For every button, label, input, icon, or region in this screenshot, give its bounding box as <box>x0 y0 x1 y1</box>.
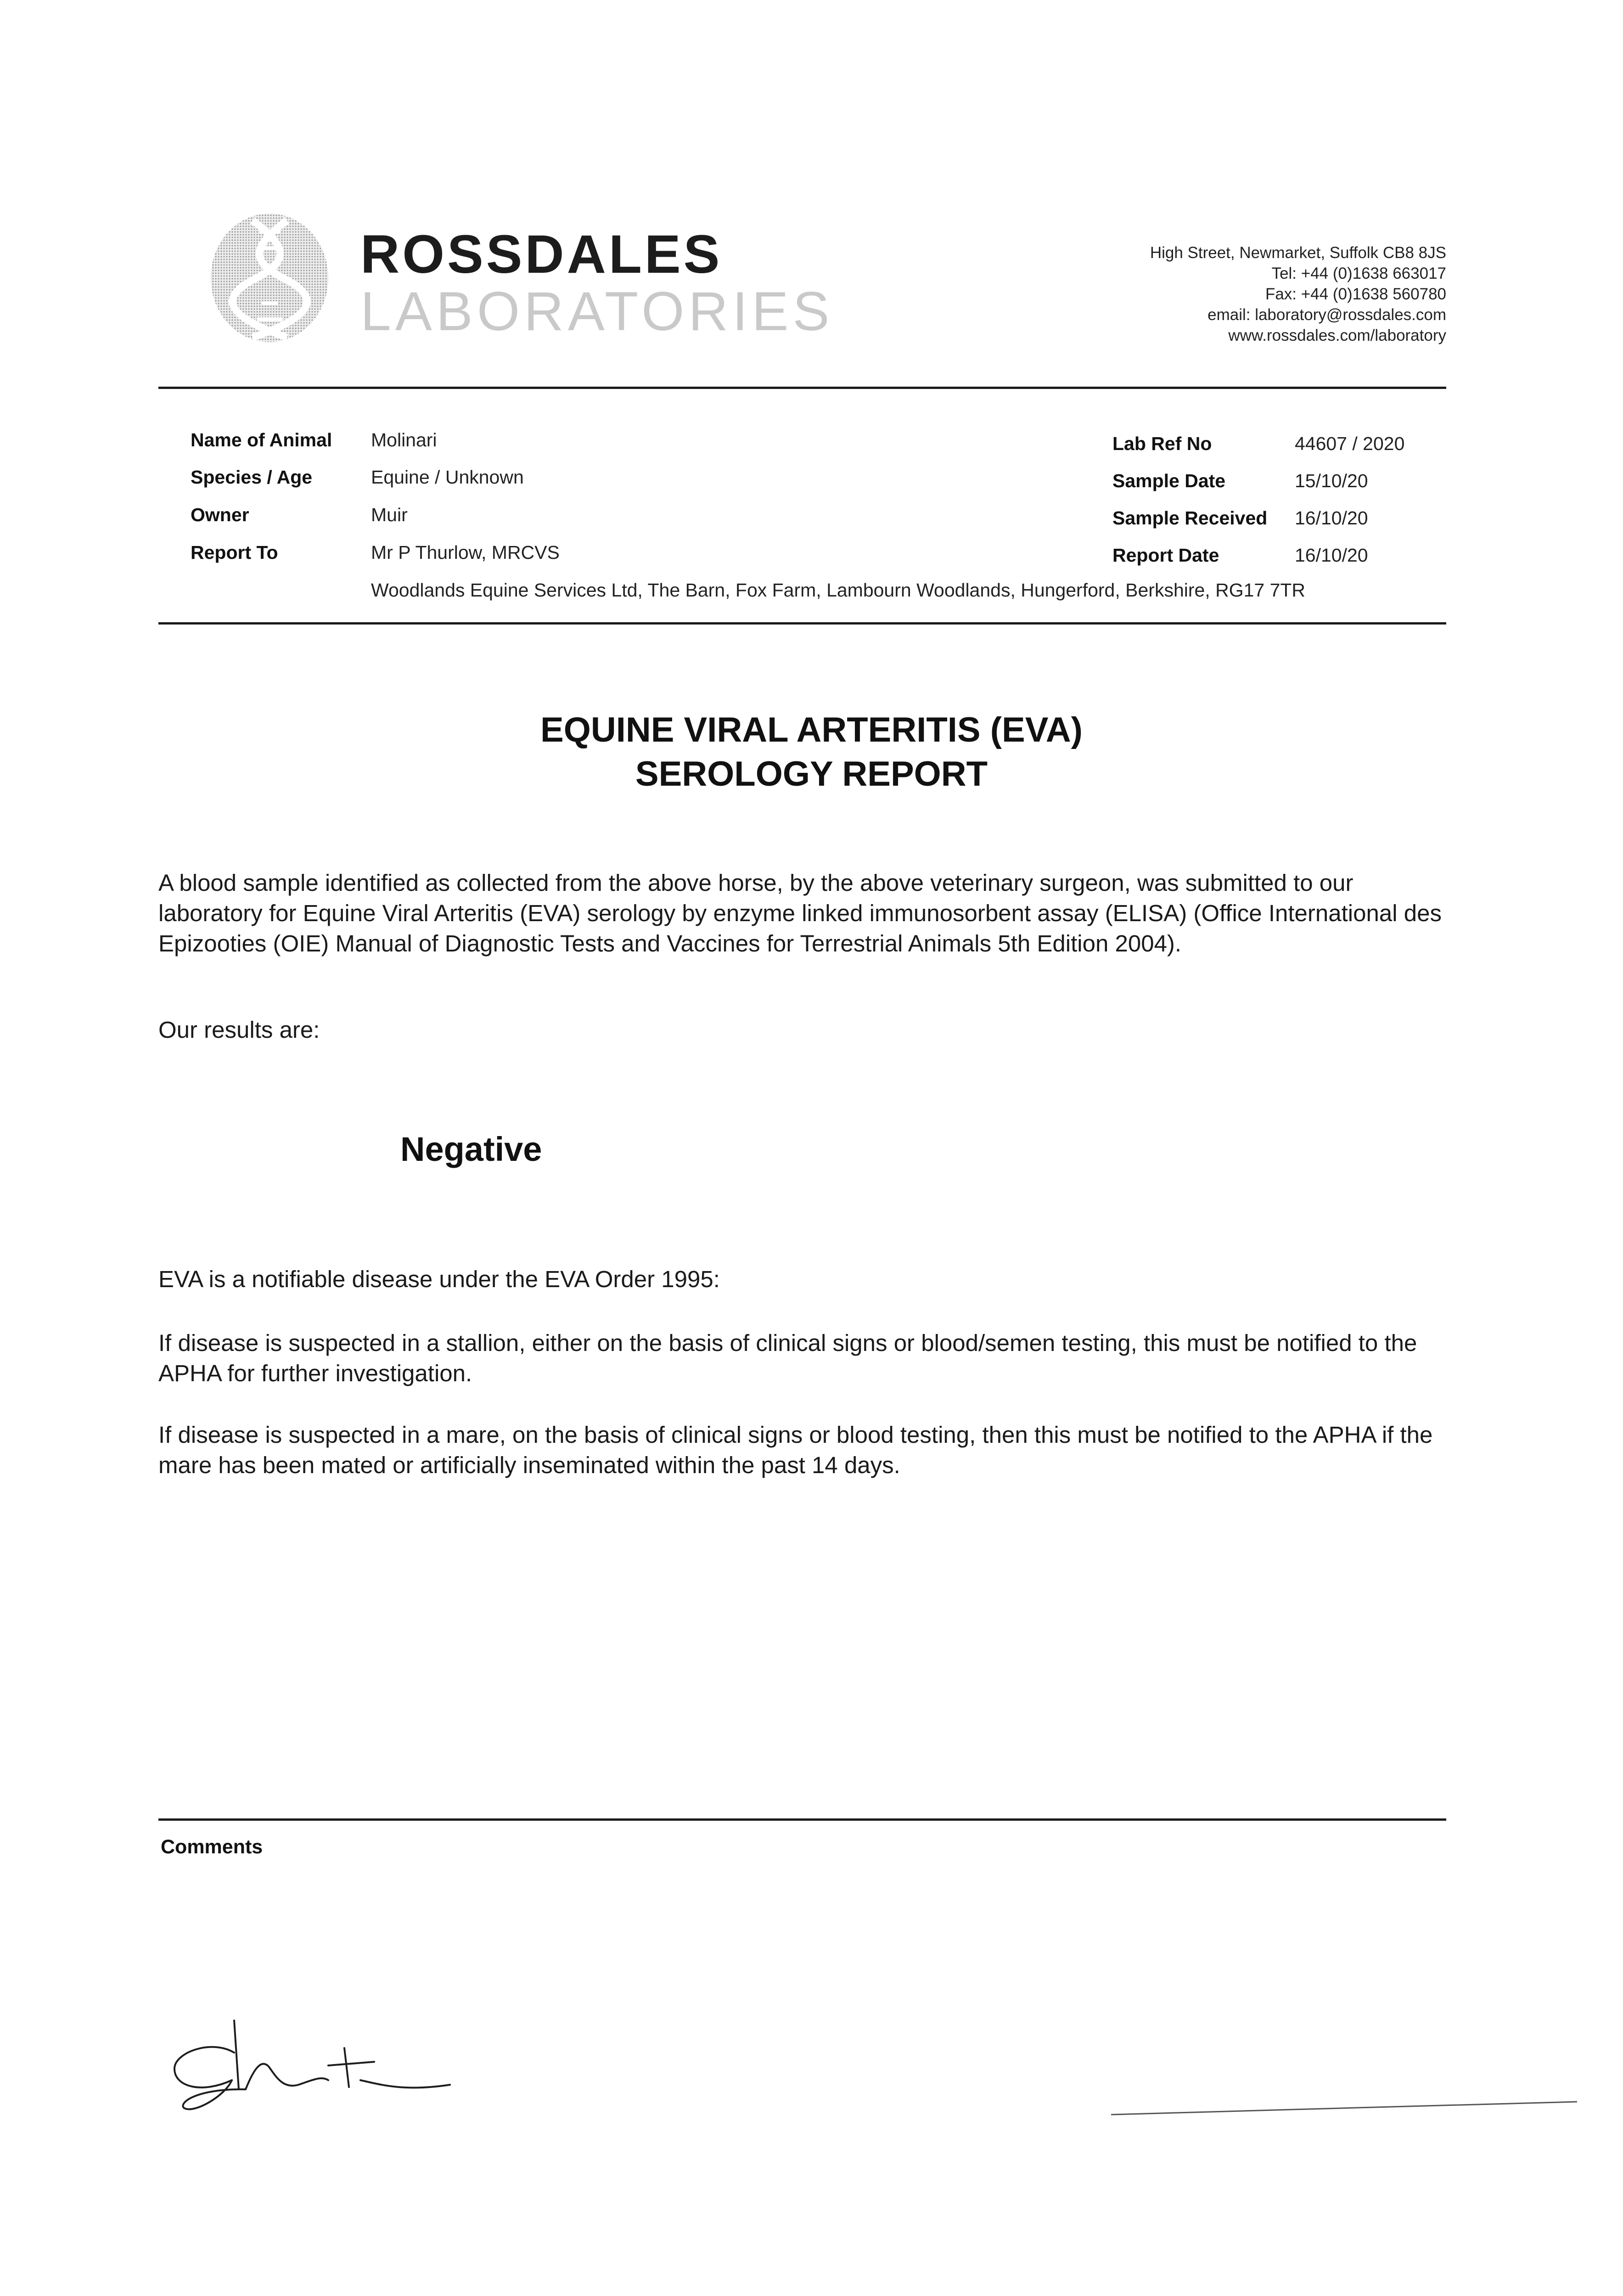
animal-label: Name of Animal <box>191 429 332 450</box>
results-intro: Our results are: <box>158 1017 320 1043</box>
email: email: laboratory@rossdales.com <box>1207 306 1446 324</box>
report-to-address: Woodlands Equine Services Ltd, The Barn, Fox Farm, Lambourn Woodlands, Hungerford, Berkshire, RG17 7TR <box>371 580 1306 601</box>
animal-value: Molinari <box>371 429 437 450</box>
signature-line <box>1111 2096 1579 2119</box>
details-divider <box>158 622 1446 625</box>
mare-note: If disease is suspected in a mare, on the basis of clinical signs or blood testing, then this must be notified to the APHA if the mare has been mated or artificially inseminated within the past 14 days. <box>158 1422 1433 1478</box>
header-divider <box>158 387 1446 389</box>
stallion-note: If disease is suspected in a stallion, either on the basis of clinical signs or blood/semen testing, this must be notified to the APHA for further investigation. <box>158 1330 1417 1386</box>
report-to-label: Report To <box>191 542 278 563</box>
fax: Fax: +44 (0)1638 560780 <box>1265 285 1446 303</box>
address: High Street, Newmarket, Suffolk CB8 8JS <box>1150 244 1446 262</box>
comments-divider <box>158 1818 1446 1821</box>
species-label: Species / Age <box>191 467 313 488</box>
sample-date-label: Sample Date <box>1112 470 1226 491</box>
test-result: Negative <box>400 1130 542 1168</box>
owner-value: Muir <box>371 504 408 525</box>
brand-name: ROSSDALES <box>360 224 723 285</box>
report-subtitle: SEROLOGY REPORT <box>635 754 988 793</box>
species-value: Equine / Unknown <box>371 467 524 488</box>
sample-received-value: 16/10/20 <box>1295 507 1368 529</box>
dna-logo-icon <box>209 211 331 344</box>
sample-received-label: Sample Received <box>1112 507 1268 529</box>
sample-date-value: 15/10/20 <box>1295 470 1368 491</box>
notifiable-statement: EVA is a notifiable disease under the EVA Order 1995: <box>158 1266 720 1292</box>
lab-ref-label: Lab Ref No <box>1112 433 1212 454</box>
intro-paragraph: A blood sample identified as collected from the above horse, by the above veterinary surgeon, was submitted to our laboratory for Equine Viral Arteritis (EVA) serology by enzyme linked immunosorbent assay (ELISA) (Office International des Epizooties (OIE) Manual of Diagnostic Tests and Vaccines for Terrestrial Animals 5th Edition 2004). <box>158 870 1442 957</box>
website: www.rossdales.com/laboratory <box>1228 326 1446 344</box>
contact-block <box>1150 242 1446 346</box>
brand-subtitle: LABORATORIES <box>360 281 834 342</box>
comments-label: Comments <box>161 1836 263 1858</box>
report-date-value: 16/10/20 <box>1295 545 1368 566</box>
report-date-label: Report Date <box>1112 545 1219 566</box>
handwritten-signature <box>165 2011 496 2149</box>
owner-label: Owner <box>191 504 249 525</box>
report-title: EQUINE VIRAL ARTERITIS (EVA) <box>540 710 1083 749</box>
lab-ref-value: 44607 / 2020 <box>1295 433 1405 454</box>
telephone: Tel: +44 (0)1638 663017 <box>1271 264 1446 282</box>
report-to-value: Mr P Thurlow, MRCVS <box>371 542 560 563</box>
